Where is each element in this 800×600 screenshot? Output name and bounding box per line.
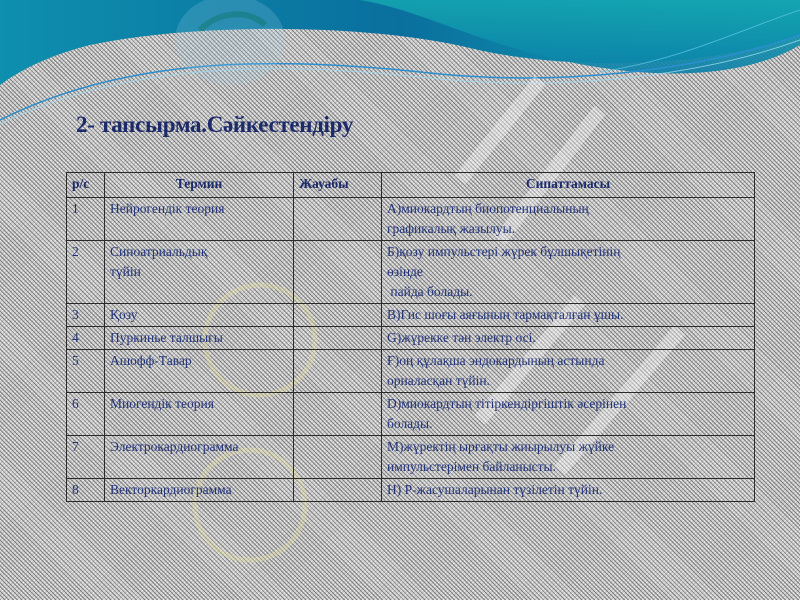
row-answer-cell[interactable] xyxy=(294,327,382,350)
row-description: А)миокардтың биопотенциалының графикалық жазылуы. xyxy=(382,198,755,241)
row-num: 7 xyxy=(67,436,105,479)
table-row xyxy=(67,241,755,304)
row-answer-cell[interactable] xyxy=(294,436,382,479)
header-answer: Жауабы xyxy=(294,173,382,198)
row-answer-cell[interactable] xyxy=(294,350,382,393)
row-answer-cell[interactable] xyxy=(294,393,382,436)
row-description: Б)қозу импульстері жүрек бұлшықетінің өзінде пайда болады. xyxy=(382,241,755,304)
row-description: D)миокардтың тітіркендіргіштік әсерінен болады. xyxy=(382,393,755,436)
row-num: 2 xyxy=(67,241,105,304)
header-num: р/с xyxy=(67,173,105,198)
row-description: Н) Р-жасушаларынан түзілетін түйін. xyxy=(382,479,755,502)
row-num: 4 xyxy=(67,327,105,350)
row-description: В)Гис шоғы аяғының тармақталған ұшы. xyxy=(382,304,755,327)
table-row xyxy=(67,327,755,350)
row-term: Векторкардиограмма xyxy=(105,479,294,502)
table-row xyxy=(67,393,755,436)
row-answer-cell[interactable] xyxy=(294,479,382,502)
row-term: Ашофф-Тавар xyxy=(105,350,294,393)
row-description: G)жүрекке тән электр осі. xyxy=(382,327,755,350)
table-row xyxy=(67,436,755,479)
row-answer-cell[interactable] xyxy=(294,304,382,327)
row-description: М)жүректің ырғақты жиырылуы жүйке импульстерімен байланысты. xyxy=(382,436,755,479)
row-term: Электрокардиограмма xyxy=(105,436,294,479)
row-term: Синоатриальдық түйін xyxy=(105,241,294,304)
row-num: 6 xyxy=(67,393,105,436)
table-row xyxy=(67,350,755,393)
slide-title: 2- тапсырма.Сәйкестендіру xyxy=(76,112,354,137)
table-row xyxy=(67,304,755,327)
table-row xyxy=(67,198,755,241)
row-num: 3 xyxy=(67,304,105,327)
row-num: 5 xyxy=(67,350,105,393)
row-term: Нейрогендік теория xyxy=(105,198,294,241)
table-row xyxy=(67,479,755,502)
row-answer-cell[interactable] xyxy=(294,241,382,304)
header-term: Термин xyxy=(105,173,294,198)
row-term: Пуркинье талшығы xyxy=(105,327,294,350)
matching-table xyxy=(66,172,755,502)
row-description: Ғ)оң құлақша эндокардының астында орналасқан түйін. xyxy=(382,350,755,393)
row-num: 8 xyxy=(67,479,105,502)
row-term: Миогендік теория xyxy=(105,393,294,436)
header-description: Сипаттамасы xyxy=(382,173,755,198)
table-header-row xyxy=(67,173,755,198)
row-answer-cell[interactable] xyxy=(294,198,382,241)
row-term: Қозу xyxy=(105,304,294,327)
row-num: 1 xyxy=(67,198,105,241)
